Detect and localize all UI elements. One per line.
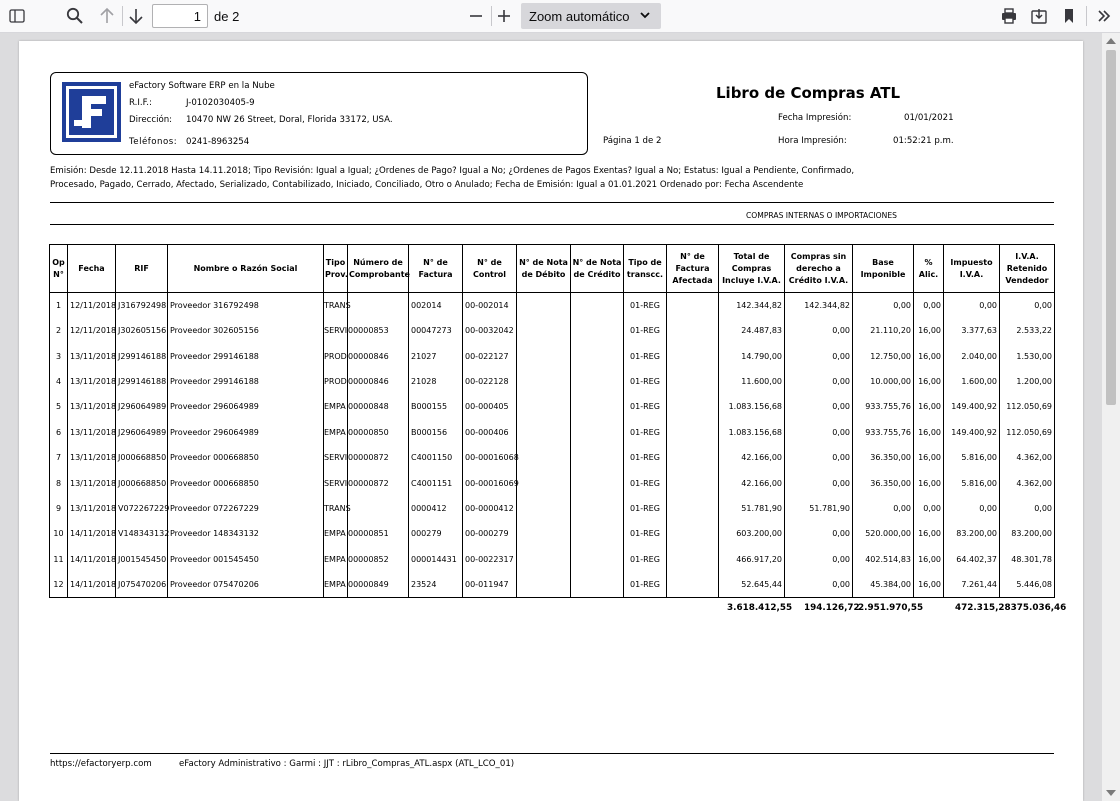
scroll-down-icon[interactable] (1106, 790, 1116, 796)
divider (50, 224, 1054, 225)
table-cell: 00-0032042 (463, 318, 517, 343)
table-cell: 0,00 (1000, 293, 1055, 318)
print-time-label: Hora Impresión: (778, 136, 847, 146)
table-cell: 16,00 (914, 470, 944, 495)
table-cell (571, 420, 624, 445)
table-cell (517, 445, 571, 470)
footer-divider (50, 753, 1054, 754)
table-row (50, 318, 1055, 343)
divider (50, 202, 1054, 203)
pdf-toolbar (0, 0, 1120, 33)
table-cell: J296064989 (116, 394, 168, 419)
table-cell (667, 496, 719, 521)
table-cell: J316792498 (116, 293, 168, 318)
column-header: Tipo de transcc. (624, 245, 667, 293)
table-cell: 0,00 (853, 496, 914, 521)
table-cell: 48.301,78 (1000, 547, 1055, 572)
table-cell: J000668850 (116, 445, 168, 470)
table-cell: 13/11/2018 (68, 343, 116, 368)
table-cell: 12/11/2018 (68, 293, 116, 318)
table-cell: Proveedor 316792498 (168, 293, 324, 318)
table-cell: 00-000279 (463, 521, 517, 546)
table-cell: 21028 (409, 369, 463, 394)
table-cell: 01-REG (624, 343, 667, 368)
table-cell: 00000872 (348, 470, 409, 495)
table-cell: 112.050,69 (1000, 420, 1055, 445)
phone-value: 0241-8963254 (186, 137, 250, 147)
table-cell: 01-REG (624, 420, 667, 445)
table-cell: 00-002014 (463, 293, 517, 318)
table-cell: 4.362,00 (1000, 445, 1055, 470)
table-cell: 13/11/2018 (68, 445, 116, 470)
table-cell: SERVI (324, 470, 348, 495)
table-cell (571, 343, 624, 368)
table-cell: C4001151 (409, 470, 463, 495)
pdf-page (19, 41, 1083, 801)
table-cell: 01-REG (624, 572, 667, 598)
table-cell (571, 318, 624, 343)
table-cell: 0,00 (785, 343, 853, 368)
table-cell: 21027 (409, 343, 463, 368)
print-date-value: 01/01/2021 (904, 113, 954, 123)
table-cell (571, 369, 624, 394)
table-cell: 0,00 (785, 318, 853, 343)
company-name: eFactory Software ERP en la Nube (129, 81, 275, 91)
table-cell (517, 521, 571, 546)
table-cell: 16,00 (914, 572, 944, 598)
table-cell: 002014 (409, 293, 463, 318)
column-header: Total de Compras Incluye I.V.A. (719, 245, 785, 293)
table-cell: PROD (324, 369, 348, 394)
table-cell (348, 496, 409, 521)
table-cell: V148343132 (116, 521, 168, 546)
save-icon[interactable] (1026, 4, 1052, 28)
column-header: % Alic. (914, 245, 944, 293)
table-row (50, 496, 1055, 521)
table-cell (517, 572, 571, 598)
table-cell (517, 369, 571, 394)
table-cell: 5.816,00 (944, 445, 1000, 470)
table-cell: 01-REG (624, 369, 667, 394)
table-cell: 51.781,90 (785, 496, 853, 521)
table-cell: 0,00 (785, 470, 853, 495)
table-cell: 00000846 (348, 343, 409, 368)
table-cell: 00-011947 (463, 572, 517, 598)
table-cell: 00000872 (348, 445, 409, 470)
table-cell: 00000850 (348, 420, 409, 445)
table-cell: 64.402,37 (944, 547, 1000, 572)
table-cell: 1.083.156,68 (719, 420, 785, 445)
table-cell: Proveedor 296064989 (168, 420, 324, 445)
table-cell: Proveedor 296064989 (168, 394, 324, 419)
search-icon[interactable] (62, 4, 88, 28)
table-cell: 1.083.156,68 (719, 394, 785, 419)
table-cell (667, 293, 719, 318)
table-cell: 13/11/2018 (68, 496, 116, 521)
table-cell: 0,00 (914, 496, 944, 521)
table-cell: 23524 (409, 572, 463, 598)
table-cell: 00-000405 (463, 394, 517, 419)
total-sin-derecho: 194.126,72 (804, 603, 860, 613)
bookmark-icon[interactable] (1056, 4, 1082, 28)
table-cell (348, 293, 409, 318)
column-header: N° de Nota de Débito (517, 245, 571, 293)
table-header-row (50, 245, 1055, 293)
table-cell: 13/11/2018 (68, 394, 116, 419)
column-header: Impuesto I.V.A. (944, 245, 1000, 293)
page-count-label: de 2 (214, 9, 240, 24)
table-cell: J302605156 (116, 318, 168, 343)
column-header: N° de Factura Afectada (667, 245, 719, 293)
table-cell (517, 496, 571, 521)
table-cell: 14/11/2018 (68, 572, 116, 598)
address-value: 10470 NW 26 Street, Doral, Florida 33172, USA. (186, 115, 393, 125)
table-cell (571, 394, 624, 419)
table-cell: 00-00016068 (463, 445, 517, 470)
table-cell: 14/11/2018 (68, 521, 116, 546)
table-cell (517, 318, 571, 343)
table-cell: 1.530,00 (1000, 343, 1055, 368)
table-cell: Proveedor 001545450 (168, 547, 324, 572)
total-base-imponible: 2.951.970,55 (858, 603, 924, 613)
table-cell: 0,00 (785, 445, 853, 470)
table-cell (667, 318, 719, 343)
table-cell: 3.377,63 (944, 318, 1000, 343)
table-cell: 000279 (409, 521, 463, 546)
table-cell (517, 394, 571, 419)
table-cell: J000668850 (116, 470, 168, 495)
table-row (50, 572, 1055, 598)
table-cell (517, 547, 571, 572)
table-row (50, 369, 1055, 394)
table-cell: 9 (50, 496, 68, 521)
table-row (50, 343, 1055, 368)
previous-page-icon[interactable] (95, 4, 119, 28)
table-cell: 00000848 (348, 394, 409, 419)
table-cell: 0,00 (914, 293, 944, 318)
table-cell: 12/11/2018 (68, 318, 116, 343)
table-cell: 1 (50, 293, 68, 318)
table-cell: 01-REG (624, 293, 667, 318)
table-row (50, 521, 1055, 546)
table-cell: 2.533,22 (1000, 318, 1055, 343)
table-cell: 5.816,00 (944, 470, 1000, 495)
section-label: COMPRAS INTERNAS O IMPORTACIONES (746, 211, 897, 220)
zoom-select-value: Zoom automático (529, 8, 630, 24)
phone-label: Teléfonos: (129, 137, 178, 147)
table-cell: 42.166,00 (719, 445, 785, 470)
column-header: Tipo Prov. (324, 245, 348, 293)
scroll-thumb[interactable] (1106, 50, 1116, 405)
table-row (50, 445, 1055, 470)
column-header: RIF (116, 245, 168, 293)
page-number-input[interactable] (152, 4, 208, 28)
table-cell (667, 572, 719, 598)
table-cell: 00000852 (348, 547, 409, 572)
table-cell: 2 (50, 318, 68, 343)
table-cell (667, 394, 719, 419)
table-cell: 3 (50, 343, 68, 368)
table-cell (517, 420, 571, 445)
table-cell: 16,00 (914, 369, 944, 394)
table-cell: 00-00016069 (463, 470, 517, 495)
table-cell: 112.050,69 (1000, 394, 1055, 419)
table-cell (667, 470, 719, 495)
table-cell: 00-0000412 (463, 496, 517, 521)
table-cell: 51.781,90 (719, 496, 785, 521)
table-cell: 16,00 (914, 547, 944, 572)
table-cell: C4001150 (409, 445, 463, 470)
table-cell (667, 369, 719, 394)
table-cell: TRANS (324, 496, 348, 521)
column-header: I.V.A. Retenido Vendedor (1000, 245, 1055, 293)
table-cell: 01-REG (624, 318, 667, 343)
table-cell: 0,00 (785, 394, 853, 419)
table-cell: 603.200,00 (719, 521, 785, 546)
table-row (50, 420, 1055, 445)
table-row (50, 470, 1055, 495)
table-cell: 149.400,92 (944, 394, 1000, 419)
toolbar-separator (1086, 6, 1087, 26)
table-cell: 13/11/2018 (68, 420, 116, 445)
table-cell: 13/11/2018 (68, 470, 116, 495)
table-cell: 0,00 (853, 293, 914, 318)
table-cell: 00-0022317 (463, 547, 517, 572)
table-cell: 01-REG (624, 521, 667, 546)
table-cell: 10.000,00 (853, 369, 914, 394)
column-header: Op N° (50, 245, 68, 293)
table-cell: EMPA (324, 394, 348, 419)
table-cell: 00-022128 (463, 369, 517, 394)
table-cell: EMPA (324, 521, 348, 546)
table-cell: 00-022127 (463, 343, 517, 368)
table-cell: 14/11/2018 (68, 547, 116, 572)
column-header: Compras sin derecho a Crédito I.V.A. (785, 245, 853, 293)
table-cell: 933.755,76 (853, 394, 914, 419)
column-header: N° de Nota de Crédito (571, 245, 624, 293)
column-header: Número de Comprobante (348, 245, 409, 293)
table-cell: B000156 (409, 420, 463, 445)
table-cell: 402.514,83 (853, 547, 914, 572)
table-cell: Proveedor 000668850 (168, 445, 324, 470)
table-cell: 00000849 (348, 572, 409, 598)
table-cell (667, 445, 719, 470)
table-cell: 142.344,82 (785, 293, 853, 318)
table-cell: 16,00 (914, 394, 944, 419)
table-cell: 00000853 (348, 318, 409, 343)
table-cell: 1.200,00 (1000, 369, 1055, 394)
zoom-select[interactable] (521, 3, 661, 29)
table-cell: 52.645,44 (719, 572, 785, 598)
table-cell (571, 572, 624, 598)
table-cell (517, 470, 571, 495)
table-cell: 16,00 (914, 445, 944, 470)
column-header: Nombre o Razón Social (168, 245, 324, 293)
table-cell: Proveedor 148343132 (168, 521, 324, 546)
tools-menu-icon[interactable] (1092, 4, 1116, 28)
purchases-table (49, 244, 1055, 598)
table-cell (517, 343, 571, 368)
table-cell: J296064989 (116, 420, 168, 445)
footer-url: https://efactoryerp.com (50, 759, 152, 769)
table-cell: 149.400,92 (944, 420, 1000, 445)
table-cell (667, 343, 719, 368)
table-cell: SERVI (324, 318, 348, 343)
efactory-logo (62, 82, 121, 142)
table-cell: 01-REG (624, 394, 667, 419)
table-cell: 16,00 (914, 521, 944, 546)
table-cell: 2.040,00 (944, 343, 1000, 368)
table-cell: 0,00 (1000, 496, 1055, 521)
table-cell (571, 547, 624, 572)
table-cell: 4.362,00 (1000, 470, 1055, 495)
table-cell: 7.261,44 (944, 572, 1000, 598)
table-cell: 14.790,00 (719, 343, 785, 368)
table-cell: 01-REG (624, 496, 667, 521)
table-cell: EMPA (324, 547, 348, 572)
table-cell: 11.600,00 (719, 369, 785, 394)
table-cell (571, 521, 624, 546)
next-page-icon[interactable] (124, 4, 148, 28)
table-row (50, 547, 1055, 572)
table-cell: 16,00 (914, 318, 944, 343)
zoom-in-icon[interactable] (492, 4, 516, 28)
table-cell: 36.350,00 (853, 445, 914, 470)
address-label: Dirección: (129, 115, 173, 125)
table-cell: 12 (50, 572, 68, 598)
table-cell: 01-REG (624, 547, 667, 572)
table-cell: Proveedor 299146188 (168, 369, 324, 394)
table-cell: EMPA (324, 572, 348, 598)
table-cell: PROD (324, 343, 348, 368)
column-header: N° de Factura (409, 245, 463, 293)
column-header: N° de Control (463, 245, 517, 293)
footer-info: eFactory Administrativo : Garmi : JJT : rLibro_Compras_ATL.aspx (ATL_LCO_01) (179, 759, 515, 769)
table-cell: 1.600,00 (944, 369, 1000, 394)
rif-label: R.I.F.: (129, 98, 152, 108)
table-cell: 5 (50, 394, 68, 419)
total-compras: 3.618.412,55 (727, 603, 793, 613)
table-cell: 45.384,00 (853, 572, 914, 598)
toolbar-separator (122, 6, 123, 26)
print-time-value: 01:52:21 p.m. (893, 136, 954, 146)
table-cell: 00047273 (409, 318, 463, 343)
table-cell: 12.750,00 (853, 343, 914, 368)
table-cell: Proveedor 302605156 (168, 318, 324, 343)
vertical-scrollbar[interactable] (1102, 33, 1120, 801)
table-cell: 8 (50, 470, 68, 495)
table-cell: 0,00 (944, 293, 1000, 318)
table-cell (571, 445, 624, 470)
table-cell (667, 420, 719, 445)
table-cell: 21.110,20 (853, 318, 914, 343)
rif-value: J-0102030405-9 (186, 98, 255, 108)
table-cell: J075470206 (116, 572, 168, 598)
table-cell: 7 (50, 445, 68, 470)
table-cell: 16,00 (914, 420, 944, 445)
table-cell: 0,00 (785, 369, 853, 394)
table-cell: 00-000406 (463, 420, 517, 445)
table-cell: Proveedor 072267229 (168, 496, 324, 521)
table-cell: J299146188 (116, 343, 168, 368)
table-cell: 0,00 (785, 547, 853, 572)
print-icon[interactable] (996, 4, 1022, 28)
column-header: Base Imponible (853, 245, 914, 293)
print-date-label: Fecha Impresión: (778, 113, 852, 123)
table-cell: 0,00 (944, 496, 1000, 521)
table-cell: 520.000,00 (853, 521, 914, 546)
table-cell: Proveedor 075470206 (168, 572, 324, 598)
table-cell (571, 470, 624, 495)
table-cell: V072267229 (116, 496, 168, 521)
sidebar-toggle-icon[interactable] (4, 4, 30, 28)
table-cell: 6 (50, 420, 68, 445)
table-cell: SERVI (324, 445, 348, 470)
table-cell (571, 496, 624, 521)
table-cell: 10 (50, 521, 68, 546)
table-cell: 83.200,00 (944, 521, 1000, 546)
table-cell: 83.200,00 (1000, 521, 1055, 546)
filter-line-1: Emisión: Desde 12.11.2018 Hasta 14.11.2018; Tipo Revisión: Igual a Igual; ¿Ordenes de Pago? Igual a No; ¿Ordenes de Pagos Exentas? Igual a No; Estatus: Igual a Pendiente, Confirmado, (50, 166, 855, 176)
table-cell: J299146188 (116, 369, 168, 394)
filter-line-2: Procesado, Pagado, Cerrado, Afectado, Serializado, Contabilizado, Iniciado, Conciliado, Otro o Anulado; Fecha de Emisión: Igual a 01.01.2021 Ordenado por: Fecha Ascendente (50, 180, 804, 190)
table-cell: 466.917,20 (719, 547, 785, 572)
table-cell: 0,00 (785, 420, 853, 445)
table-cell: 00000851 (348, 521, 409, 546)
table-cell: Proveedor 299146188 (168, 343, 324, 368)
table-cell: Proveedor 000668850 (168, 470, 324, 495)
table-cell: 5.446,08 (1000, 572, 1055, 598)
table-row (50, 394, 1055, 419)
table-cell: 01-REG (624, 470, 667, 495)
column-header: Fecha (68, 245, 116, 293)
table-cell: J001545450 (116, 547, 168, 572)
table-cell: 00000846 (348, 369, 409, 394)
table-cell: 36.350,00 (853, 470, 914, 495)
table-cell: 000014431 (409, 547, 463, 572)
table-cell: 933.755,76 (853, 420, 914, 445)
page-indicator: Página 1 de 2 (603, 136, 662, 146)
table-cell: EMPA (324, 420, 348, 445)
total-impuesto-retenido: 472.315,28375.036,46 (955, 603, 1067, 613)
table-cell: 13/11/2018 (68, 369, 116, 394)
table-cell: TRANS (324, 293, 348, 318)
table-cell: 0,00 (785, 572, 853, 598)
table-cell: 01-REG (624, 445, 667, 470)
table-cell: 0000412 (409, 496, 463, 521)
table-cell: 24.487,83 (719, 318, 785, 343)
table-cell: 0,00 (785, 521, 853, 546)
table-cell: 4 (50, 369, 68, 394)
zoom-out-icon[interactable] (464, 4, 488, 28)
table-cell: B000155 (409, 394, 463, 419)
table-cell: 11 (50, 547, 68, 572)
document-viewer[interactable] (0, 33, 1120, 801)
table-cell (667, 521, 719, 546)
chevron-down-icon (639, 9, 651, 24)
table-cell: 42.166,00 (719, 470, 785, 495)
table-cell: 142.344,82 (719, 293, 785, 318)
table-cell (517, 293, 571, 318)
table-row (50, 293, 1055, 318)
report-title: Libro de Compras ATL (716, 84, 901, 102)
table-cell (571, 293, 624, 318)
table-cell: 16,00 (914, 343, 944, 368)
scroll-up-icon[interactable] (1106, 38, 1116, 44)
table-cell (667, 547, 719, 572)
